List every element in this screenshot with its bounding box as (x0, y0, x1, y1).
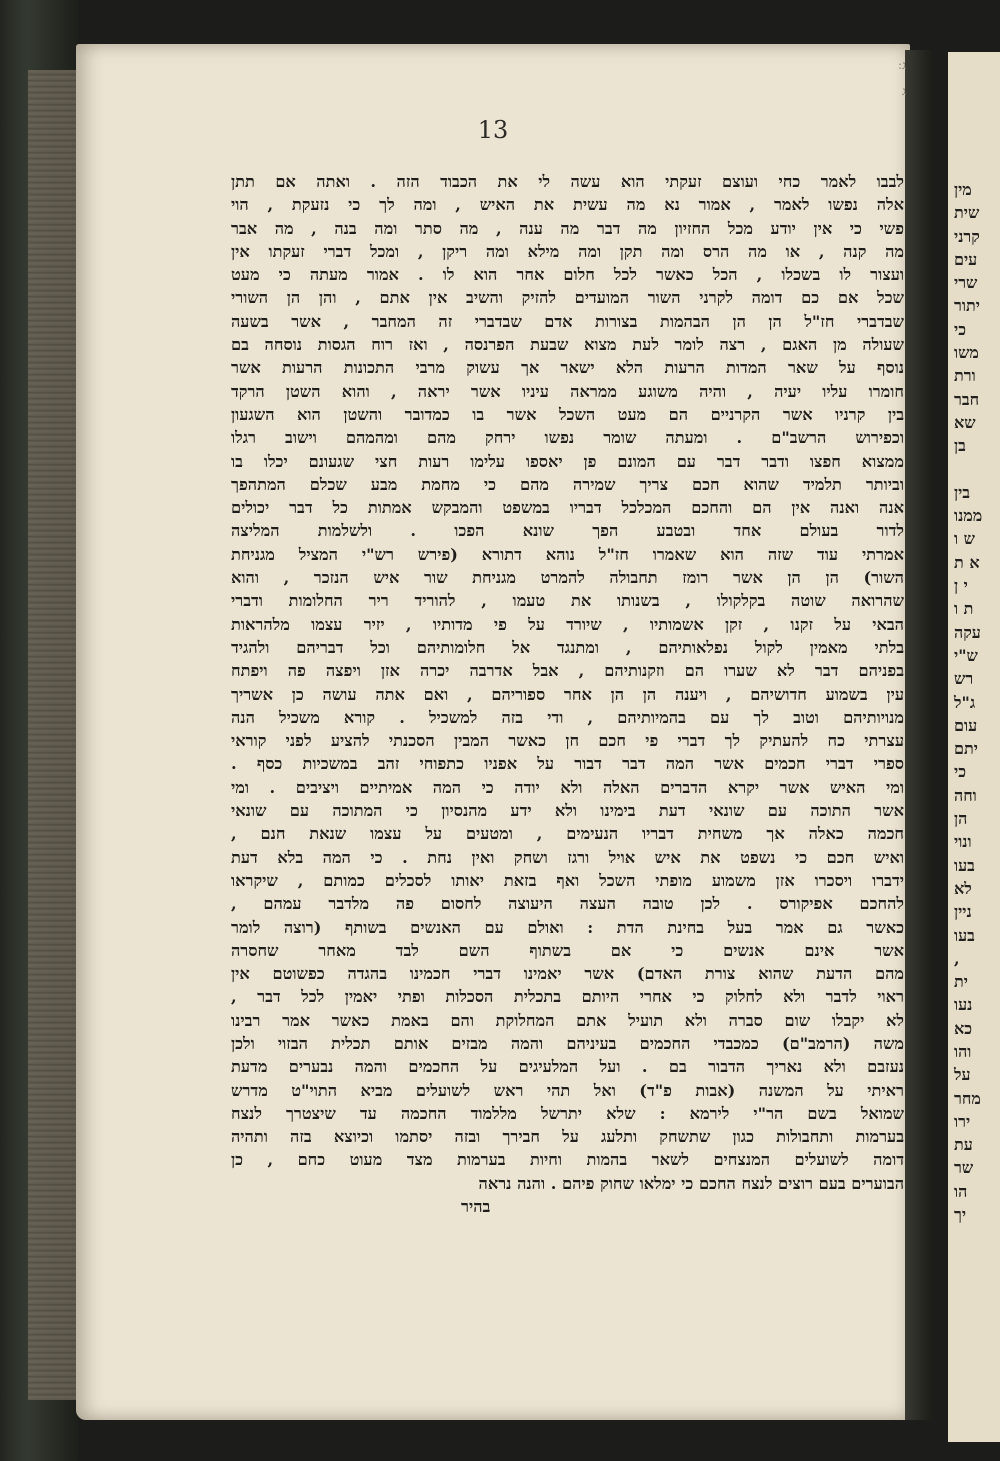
text-line: לא יקבלו שום סברה ולא תועיל אתם המחלוקת והם באמת כאשר אמר רבינו (231, 1010, 904, 1030)
adjacent-text-fragment (954, 458, 1000, 481)
adjacent-text-fragment: ניין (954, 902, 972, 922)
text-line: ומי האיש אשר יקרא הדברים האלה ולא יודה כי המה אמיתיים ויציבים . ומי (231, 777, 904, 797)
text-line: ראיתי על המשנה (אבות פ"ד) ואל תהי ראש לשועלים מביא התוי"ט מדרש (231, 1080, 904, 1100)
text-line: הבאי על זקנו , זקן אשמותיו , שיורד על פי מדותיו , יזיר עצמו מלהראות (231, 614, 904, 634)
adjacent-text-fragment: קרני (954, 226, 980, 246)
adjacent-text-fragment: עת (954, 1135, 973, 1155)
text-line: ואיש חכם כי נשפט את איש אויל ורגז ושחק ואין נחת . כי המה בלא דעת (231, 847, 904, 867)
book-gutter (905, 50, 933, 1420)
text-line: בפניהם דבר לא שערו הם וזקנותיהם , אבל אדרבה יכרה אזן ויפצה פה ויפתח (231, 661, 904, 681)
text-line: אלה נפשו לאמר , אמור נא מה עשית את האיש , ומה לך כי נזעקת , הוי (231, 195, 904, 215)
text-line: עצרתי כח להעתיק לך דברי פי חכם חן כאשר המבין הסכנתי להציע לפני קוראי (231, 731, 904, 751)
adjacent-text-fragment: ורת (954, 366, 976, 386)
adjacent-text-fragment: כי (954, 319, 967, 339)
adjacent-text-fragment: לא (954, 878, 972, 898)
adjacent-text-fragment: ממנו (954, 506, 983, 526)
text-line: בלתי מאמין לקול נפלאותיהם , ומתנגד אל חלומותיהם וכל דבריהם ולהגיד (231, 637, 904, 657)
text-line: השור) הן הן אשר רומז תחבולה להמרט מגניחת שור איש הנזכר , והוא (231, 568, 904, 588)
text-line: ועצור לו בשכלו , הכל כאשר לכל חלום אחר הוא לו . אמור מעתה כי מעט (231, 265, 904, 285)
text-line: מה קנה , או מה הרס ומה תקן ומה מילא ומה ריקן , ומכל דברי זעקתו אין (231, 241, 904, 261)
text-line: דומה לשועלים המנצחים לשאר בהמות וחיות בערמות מצד מעוט כחם , כן (231, 1150, 904, 1170)
adjacent-text-fragment: שית (954, 203, 980, 223)
adjacent-text-fragment: מחר (954, 1088, 981, 1108)
text-line: כאשר גם אמר בעל בחינת הדת : ואולם עם האנשים בשותף (רוצה לומר (231, 917, 904, 937)
adjacent-text-fragment: שר (954, 1158, 974, 1178)
text-line: ספרי דברי חכמים אשר המה דבר דבור על אפניו כתפוחי זהב במשכיות כסף . (231, 754, 904, 774)
adjacent-text-fragment: שא (954, 412, 976, 432)
text-line: נוסף על שאר המדות הרעות הלא ישאר אך עשוק מרבי התכונות הרעות אשר (231, 358, 904, 378)
adjacent-text-fragment: רש (954, 669, 974, 689)
adjacent-text-fragment: ירו (954, 1111, 971, 1131)
text-line: שמואל בשם הר"י לירמא : שלא יתרשל מללמוד החכמה עד שיצטרך לנצח (231, 1103, 904, 1123)
adjacent-text-fragment: הו (954, 1181, 968, 1201)
text-line: בערמות ותחבולות כגון שתשחק ותלעג על חבירך ובזה יסתמו וכיוצא בזה ותהיה (231, 1127, 904, 1147)
text-line: לדור בעולם אחד ובטבע הפך שונא הפכו . ולשלמות המליצה (231, 521, 904, 541)
text-line: ממצוא חפצו ודבר דבר עם המונם פן יאספו עלימו רעות חצי שגעונם יכלו בו (231, 451, 904, 471)
text-line: חומרו עליו יעיה , והיה משוגע ממראה עיניו אשר יראה , והוא השטן הרקד (231, 381, 904, 401)
adjacent-text-fragment: נעו (954, 995, 973, 1015)
adjacent-text-fragment: והו (954, 1041, 972, 1061)
text-line: משה (הרמב"ם) כמכבדי החכמים בעיניהם והמה מבזים אותם תכלית הבזוי ולכן (231, 1033, 904, 1053)
adjacent-text-fragment: ית (954, 972, 968, 992)
adjacent-text-fragment: משו (954, 343, 979, 363)
text-line: נעזבם ולא נאריך הדבור בם . ועל המלעיגים על החכמים והמה נבערים מדעת (231, 1057, 904, 1077)
text-line: שכל אם כם דומה לקרני השור המועדים להזיק והשיב אין אתם , והן הן השורי (231, 288, 904, 308)
catchword: בהיר (461, 1197, 491, 1217)
adjacent-text-fragment: יתור (954, 296, 980, 316)
adjacent-text-fragment: עום (954, 715, 978, 735)
text-line: בין קרניו אשר הקרניים הם מעט השכל אשר בו כמדובר והשטן הוא השגעון (231, 404, 904, 424)
gutter-mark: ג (902, 84, 907, 98)
adjacent-text-fragment: שרי (954, 273, 978, 293)
adjacent-text-fragment: בן (954, 436, 966, 456)
text-line: עין בשמוע חדושיהם , ויענה הן הן אחר ספוריהם , ואם אתה עושה כן אשריך (231, 684, 904, 704)
adjacent-text-fragment: בעו (954, 925, 975, 945)
binding-cloth (28, 70, 76, 1400)
page-number: 13 (477, 116, 509, 144)
page-text (231, 170, 904, 1218)
text-line: אשר אינם אנשים כי אם בשתוף השם לבד מאחר שחסרה (231, 940, 904, 960)
adjacent-text-fragment: עקה (954, 622, 981, 642)
text-line: ידברו ויסכרו אזן משמוע מופתי השכל ואף בזאת יאותו לסכלים כמותם , שיקראו (231, 870, 904, 890)
text-line: מנויותיהם וטוב לך עם בהמיותיהם , ודי בזה למשכיל . קורא משכיל הנה (231, 707, 904, 727)
adjacent-page-text (954, 178, 1000, 1226)
gutter-mark: ג: (898, 58, 907, 72)
adjacent-text-fragment: ש ו (954, 529, 975, 549)
adjacent-text-fragment: בין (954, 482, 970, 502)
text-line: ראוי לדבר ולא לחלוק כי אחרי היותם בתכלית הסכלות ופתי יאמין לכל דבר , (231, 987, 904, 1007)
adjacent-text-fragment: וחה (954, 785, 977, 805)
text-line: וביותר תלמיד שהוא חכם צריך שמירה מהם כי מחמת מבע שכלם המתהפך (231, 474, 904, 494)
adjacent-text-fragment: חבר (954, 389, 980, 409)
text-line: אשר התוכה עם שונאי דעת בימינו ולא ידע מהנסיון כי המתוכה עם שונאי (231, 801, 904, 821)
adjacent-text-fragment: יך (954, 1205, 967, 1225)
adjacent-text-fragment: עים (954, 249, 978, 269)
adjacent-text-fragment: בעו (954, 855, 975, 875)
adjacent-text-fragment: א ת (954, 552, 980, 572)
adjacent-text-fragment: מין (954, 180, 972, 199)
adjacent-page (948, 52, 1000, 1442)
text-line: פשי כי אין יודע מכל החזיון מה דבר מה ענה , מה סתר ומה בנה , מה אבר (231, 218, 904, 238)
book-page (76, 44, 910, 1420)
adjacent-text-fragment: ת ו (954, 599, 974, 619)
adjacent-text-fragment: הן (954, 809, 968, 829)
text-line: חכמה כאלה אך משחית דבריו הנעימים , ומטעים על עצמו שנאת חנם , (231, 824, 904, 844)
text-line: להחכם אפיקורס . לכן טובה העצה היעוצה לחסום פה מלדבר עמהם , (231, 894, 904, 914)
adjacent-text-fragment: ג"ל (954, 692, 976, 712)
adjacent-text-fragment: י ן (954, 576, 968, 596)
gutter-marks (898, 52, 906, 104)
adjacent-text-fragment: ש"י (954, 645, 978, 665)
text-line: שבדברי חז"ל הן הן הבהמות בצורות אדם שבדברי זה המחבר , אשר בשעה (231, 311, 904, 331)
text-line: אמרתי עוד שזה הוא שאמרו חז"ל נוהא דתורא (פירש רש"י המציל מגניחת (231, 544, 904, 564)
text-line: מהם הדעת שהוא צורת האדם) אשר יאמינו דברי חכמינו בהגדה כפשוטם אין (231, 964, 904, 984)
text-line: הבוערים בעם רוצים לנצח החכם כי ימלאו שחוק פיהם . והנה נראה (478, 1173, 904, 1193)
text-line: לבבו לאמר כחי ועוצם זעקתי הוא עשה לי את הכבוד הזה . ואתה אם תתן (231, 172, 904, 191)
adjacent-text-fragment: כי (954, 762, 967, 782)
text-line: אנה ואנה אין הם והחכם המכלכל דבריו במשפט והמבקש אמתות כל דבר יכולים (231, 498, 904, 518)
adjacent-text-fragment: על (954, 1065, 971, 1085)
text-line: וכפירוש הרשב"ם . ומעתה שומר נפשו ירחק מהם ומהמהם וישוב רגלו (231, 428, 904, 448)
adjacent-text-fragment: יתם (954, 739, 978, 759)
text-line: שעולה מן האגם , רצה לומר לעת מצוא שבעת הפרנסה , ואז רוח הגסות נוסחה בם (231, 335, 904, 355)
adjacent-text-fragment: , (954, 948, 960, 968)
adjacent-text-fragment: כא (954, 1018, 973, 1038)
text-line: שהרואה שוטה בקלקולו , בשנותו את טעמו , להוריד ריר החלומות ודברי (231, 591, 904, 611)
adjacent-text-fragment: ונוי (954, 832, 972, 852)
